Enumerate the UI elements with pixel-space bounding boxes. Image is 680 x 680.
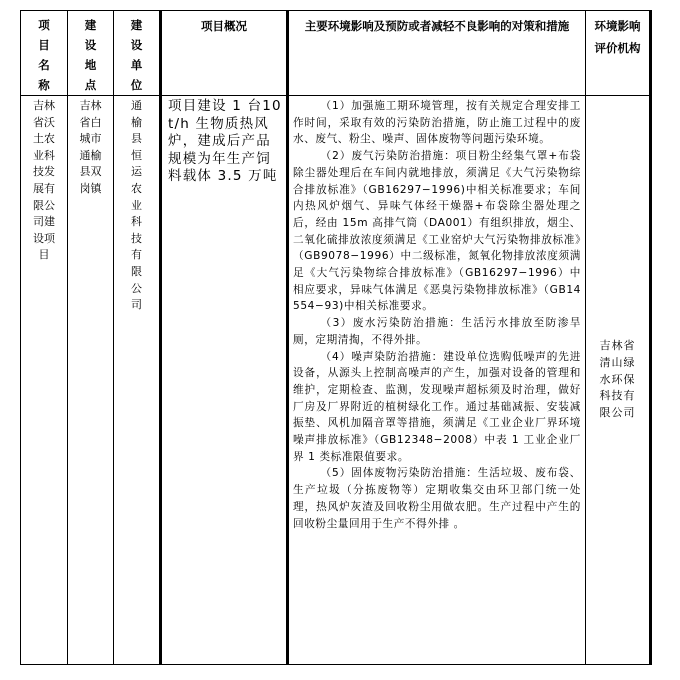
project-name-line: 展有 [33, 181, 55, 195]
unit-line: 榆 [131, 115, 142, 129]
unit-line: 限 [131, 264, 142, 278]
location-line: 省白 [79, 115, 102, 129]
unit-line: 农 [131, 181, 142, 195]
agency-line: 水环保 [599, 372, 636, 386]
header-unit [114, 11, 161, 96]
header-location-char: 地 [84, 58, 97, 72]
agency-line: 清山绿 [599, 355, 636, 369]
unit-line: 科 [131, 215, 142, 229]
overview-text: 项目建设 1 台10t/h 生物质热风炉，建成后产品规模为年生产饲料载体 3.5 万吨 [168, 98, 282, 184]
cell-agency [586, 96, 651, 665]
agency-line: 科技有 [599, 389, 636, 403]
header-unit-char: 位 [130, 78, 143, 92]
header-location-char: 设 [84, 38, 97, 52]
project-name-line: 司建 [33, 215, 55, 229]
header-row [21, 11, 651, 96]
location-line: 县双 [79, 165, 102, 179]
cell-location [68, 96, 114, 665]
header-agency [586, 11, 651, 96]
unit-line: 通 [131, 99, 142, 112]
project-name-line: 业科 [33, 148, 55, 162]
location-line: 城市 [79, 132, 102, 146]
project-name-line: 省沃 [33, 115, 55, 129]
cell-project-name [21, 96, 68, 665]
unit-line: 运 [131, 165, 142, 179]
header-unit-char: 单 [130, 58, 143, 72]
unit-line: 司 [131, 298, 142, 312]
header-measures [288, 11, 586, 96]
cell-unit [114, 96, 161, 665]
cell-overview [161, 96, 288, 665]
unit-line: 县 [131, 132, 142, 146]
location-line: 吉林 [79, 99, 102, 112]
unit-line: 业 [131, 198, 142, 212]
header-overview-text: 项目概况 [201, 19, 247, 33]
header-location [68, 11, 114, 96]
location-line: 通榆 [79, 148, 102, 162]
agency-line: 限公司 [599, 406, 636, 420]
project-name-line: 吉林 [33, 99, 55, 112]
header-unit-char: 设 [130, 38, 143, 52]
unit-line: 有 [131, 248, 142, 262]
header-project-name [21, 11, 68, 96]
measure-paragraph: （5）固体废物污染防治措施：生活垃圾、废布袋、生产垃圾（分拣废物等）定期收集交由环卫部门统一处理，热风炉灰渣及回收粉尘用做农肥。生产过程中产生的回收粉尘量回用于生产不得外排 。 [293, 467, 581, 530]
location-line: 岗镇 [79, 181, 102, 195]
header-project-name-char: 项 [38, 18, 50, 32]
data-row [21, 96, 651, 665]
eia-table [20, 10, 652, 665]
measure-paragraph: （1）加强施工期环境管理，按有关规定合理安排工作时间，采取有效的污染防治措施，防止施工过程中的废水、废气、粉尘、噪声、固体废物等问题污染环境。 [293, 100, 581, 146]
header-overview [161, 11, 288, 96]
unit-line: 技 [131, 231, 142, 245]
measure-paragraph: （4）噪声染防治措施：建设单位选购低噪声的先进设备，从源头上控制高噪声的产生，加强对设备的管理和维护，定期检查、监测，发现噪声超标须及时治理，做好厂房及厂界附近的植树绿化工作。通过基础减振、安装减振垫、风机加隔音罩等措施，须满足《工业企业厂界环境噪声排放标准》（GB12348−2008）中表 1 工业企业厂界 1 类标准限值要求。 [293, 350, 581, 463]
agency-line: 吉林省 [599, 339, 636, 353]
header-location-char: 建 [84, 18, 97, 32]
project-name-line: 设项 [33, 231, 55, 245]
header-measures-text: 主要环境影响及预防或者减轻不良影响的对策和措施 [304, 19, 570, 33]
header-project-name-char: 目 [38, 38, 50, 52]
header-agency-text: 环境影响评价机构 [594, 19, 641, 55]
measure-paragraph: （2）废气污染防治措施：项目粉尘经集气罩+布袋除尘器处理后在车间内就地排放，须满足《大气污染物综合排放标准》（GB16297−1996)中相关标准要求；车间内热风炉烟气、异味气体经干燥器+布袋除尘器处理之后，经由 15m 高排气筒（DA001）有组织排放，烟尘、二氧化硫排放浓度须满足《工业窑炉大气污染物排放标准》（GB9078−1996）中二级标准，氮氧化物排放浓度须满足《大气污染物综合排放标准》（GB16297−1996）中相应要求，异味气体满足《恶臭污染物排放标准》（GB14554−93)中相关标准要求。 [293, 150, 581, 313]
project-name-line: 目 [38, 248, 50, 262]
cell-measures [288, 96, 586, 665]
header-location-char: 点 [84, 78, 97, 92]
project-name-line: 技发 [33, 165, 55, 179]
header-project-name-char: 称 [38, 78, 50, 92]
measure-paragraph: （3）废水污染防治措施：生活污水排放至防渗旱厕，定期清掏，不得外排。 [293, 317, 581, 346]
header-project-name-char: 名 [38, 58, 50, 72]
project-name-line: 土农 [33, 132, 55, 146]
unit-line: 公 [131, 281, 142, 295]
unit-line: 恒 [131, 148, 142, 162]
header-unit-char: 建 [130, 18, 143, 32]
project-name-line: 限公 [33, 198, 55, 212]
